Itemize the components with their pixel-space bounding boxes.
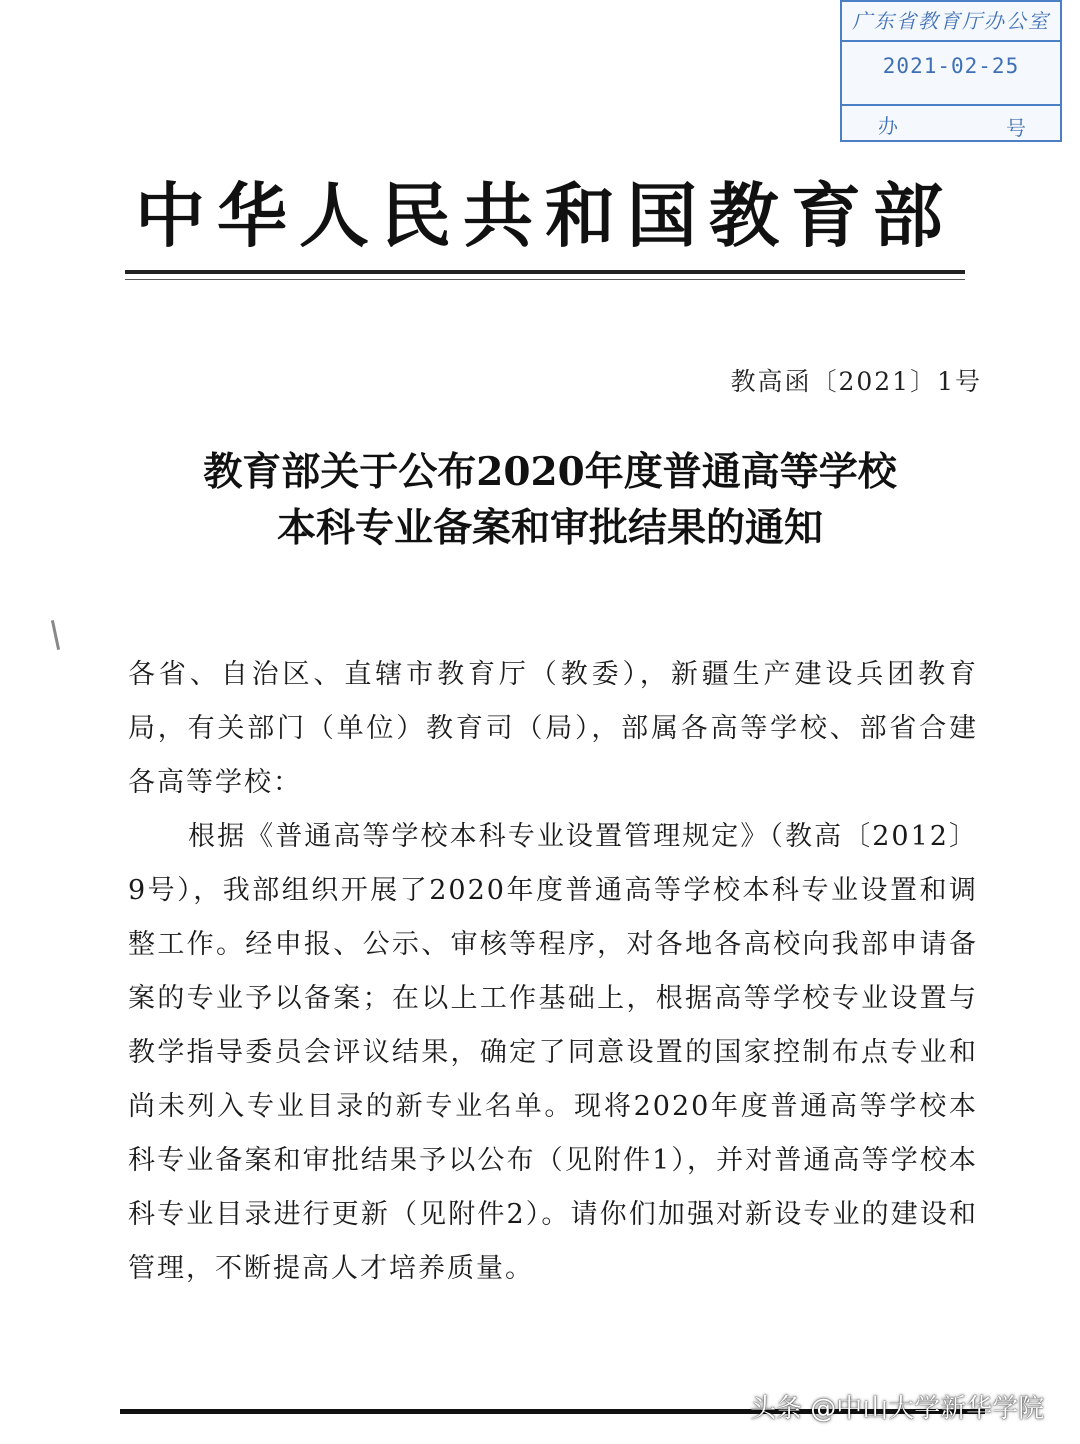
- stamp-date: 2021-02-25: [882, 54, 1020, 78]
- source-watermark: 头条 @中山大学新华学院: [750, 1394, 1045, 1424]
- document-title-line-2: 本科专业备案和审批结果的通知: [276, 505, 823, 551]
- header-rule-thick: [125, 270, 965, 274]
- issuing-organization: 中华人民共和国教育部: [135, 175, 955, 257]
- scan-mark: [51, 620, 60, 650]
- stamp-bottom-right: 号: [1006, 116, 1026, 140]
- stamp-bottom-row: [842, 104, 1060, 140]
- salutation-paragraph: 各省、自治区、直辖市教育厅（教委），新疆生产建设兵团教育局，有关部门（单位）教育司（局），部属各高等学校、部省合建各高等学校：: [128, 659, 978, 798]
- document-body: [128, 648, 978, 1296]
- document-title: [100, 444, 1000, 556]
- document-title-line-1: 教育部关于公布2020年度普通高等学校: [203, 449, 897, 495]
- receipt-stamp: [840, 0, 1062, 142]
- document-number: 教高函〔2021〕1号: [730, 367, 982, 396]
- stamp-organization: 广东省教育厅办公室: [842, 4, 1060, 42]
- body-paragraph: 根据《普通高等学校本科专业设置管理规定》（教高〔2012〕9号），我部组织开展了2020年度普通高等学校本科专业设置和调整工作。经申报、公示、审核等程序，对各地各高校向我部申请备案的专业予以备案；在以上工作基础上，根据高等学校专业设置与教学指导委员会评议结果，确定了同意设置的国家控制布点专业和尚未列入专业目录的新专业名单。现将2020年度普通高等学校本科专业备案和审批结果予以公布（见附件1），并对普通高等学校本科专业目录进行更新（见附件2）。请你们加强对新设专业的建设和管理，不断提高人才培养质量。: [128, 821, 978, 1284]
- header-rule-thin: [125, 279, 965, 280]
- stamp-bottom-left: 办: [878, 114, 898, 138]
